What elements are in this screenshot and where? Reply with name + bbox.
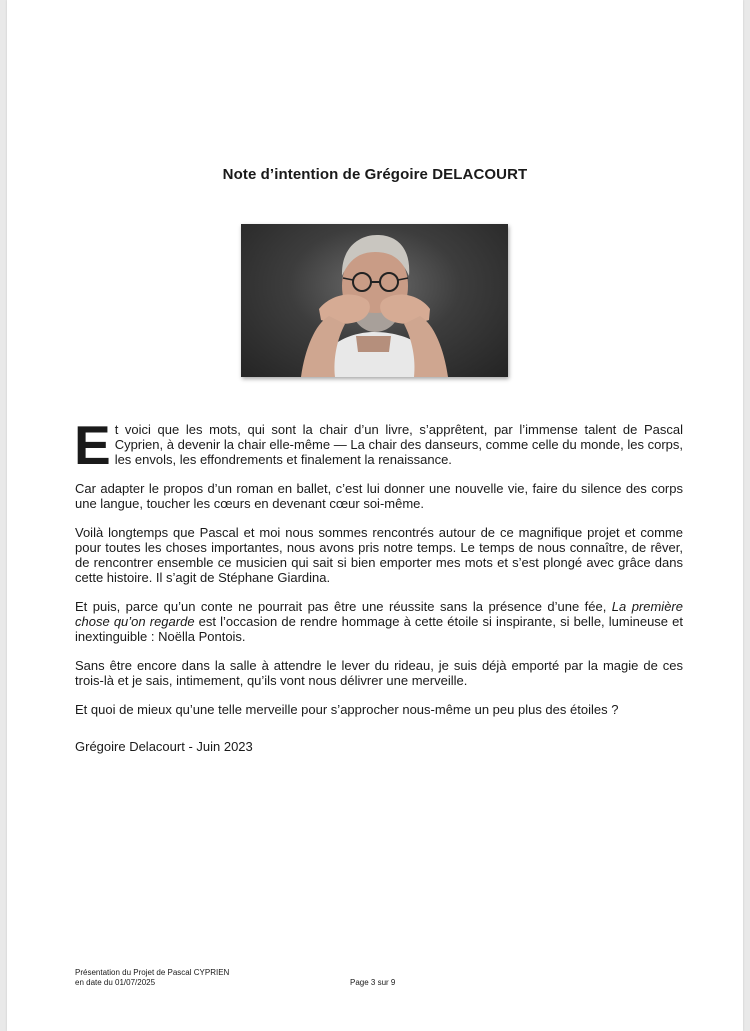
book-title: La première chose qu’on regarde — [75, 599, 683, 629]
page-title: Note d’intention de Grégoire DELACOURT — [222, 166, 528, 183]
paragraph-2: Car adapter le propos d’un roman en ballet, c’est lui donner une nouvelle vie, faire du silence des corps une langue, toucher les cœurs en devenant cœur soi-même. — [75, 481, 683, 511]
paragraph-5: Sans être encore dans la salle à attendre le lever du rideau, je suis déjà emporté par la magie de ces trois-là et je sais, intimement, qu’ils vont nous délivrer une merveille. — [75, 658, 683, 688]
author-portrait-photo — [241, 224, 508, 377]
paragraph-3: Voilà longtemps que Pascal et moi nous sommes rencontrés autour de ce magnifique projet et comme pour toutes les choses importantes, nous avons pris notre temps. Le temps de nous connaître, de rêver, de rencontrer ensemble ce musicien qui sait si bien emporter mes mots et s’est plongé avec grâce dans cette histoire. Il s’agit de Stéphane Giardina. — [75, 525, 683, 585]
paragraph-1 — [74, 414, 683, 476]
paragraph-6: Et quoi de mieux qu’une telle merveille pour s’approcher nous-même un peu plus des étoiles ? — [75, 702, 619, 717]
paragraph-4-end: est l’occasion de rendre hommage à cette étoile si inspirante, si belle, lumineuse et inextinguible : Noëlla Pontois. — [75, 614, 684, 644]
paragraph-4-start: Et puis, parce qu’un conte ne pourrait pas être une réussite sans la présence d’une fée, — [75, 599, 612, 614]
footer-line-1: Présentation du Projet de Pascal CYPRIEN — [75, 968, 230, 977]
document-page — [7, 0, 743, 1031]
footer-info — [75, 968, 229, 988]
signature: Grégoire Delacourt - Juin 2023 — [75, 739, 253, 754]
paragraph-1-text: t voici que les mots, qui sont la chair d’un livre, s’apprêtent, par l’immense talent de Pascal Cyprien, à devenir la chair elle-même — La chair des danseurs, comme celle du monde, les corps, les envols, les effondrements et finalement la renaissance. — [114, 422, 683, 467]
portrait-illustration — [241, 224, 508, 377]
footer-line-2: en date du 01/07/2025 — [75, 978, 156, 987]
letter-body — [74, 414, 684, 768]
drop-cap: E — [74, 414, 111, 476]
paragraph-4 — [75, 599, 683, 644]
page-number: Page 3 sur 9 — [350, 978, 396, 987]
